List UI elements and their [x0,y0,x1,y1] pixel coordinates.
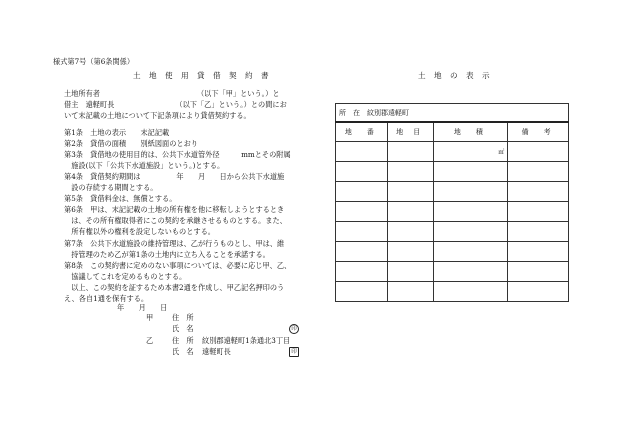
preamble-line: 土地所有者 （以下「甲」という。）と [64,89,280,98]
article-line: 第3条 貸借地の使用目的は、公共下水道管外径 mmとその附属 [64,150,291,160]
article-line: 協議してこれを定めるものとする。 [64,271,187,281]
party-a-name-label: 氏 名 [172,324,194,333]
party-b-seal [286,346,299,357]
article-line: 以上、この契約を証するため本書2通を作成し、甲乙記名押印のう [64,282,285,292]
land-table-row [336,282,569,302]
location-value: 紋別郡遠軽町 [367,108,409,117]
land-table-cell [433,202,508,222]
location-label: 所 在 [339,108,360,117]
area-unit: ㎡ [498,149,505,156]
land-table-row [336,262,569,282]
article-line: え、各自1通を保有する。 [64,293,149,303]
land-table-cell [433,242,508,262]
seal-icon: 印 [289,324,299,334]
land-table-cell [336,202,388,222]
land-table-cell [508,202,569,222]
party-b-name: 遠軽町長 [202,347,231,356]
land-table-cell [387,262,433,282]
seal-icon: 印 [289,347,299,357]
land-table-cell [387,142,433,162]
land-table-cell [433,222,508,242]
contract-title: 土 地 使 用 貸 借 契 約 書 [133,71,272,80]
land-table-cell [387,202,433,222]
header-land-category: 地 目 [387,122,433,142]
land-table [335,103,569,302]
land-table-cell [387,242,433,262]
land-table-cell [433,262,508,282]
land-table-cell [336,282,388,302]
article-line: は、その所有権取得者にこの契約を承継させるものとする。また、 [64,216,287,226]
land-table-cell [433,142,508,162]
article-line: 持管理のため乙が第1条の土地内に立ち入ることを承諾する。 [64,249,270,259]
date-line: 年 月 日 [117,303,168,312]
article-line: 第1条 土地の表示 末記記載 [64,128,170,137]
article-line: 第6条 甲は、末記記載の土地の所有権を他に移転しようとするとき [64,205,285,215]
land-table-cell [433,282,508,302]
article-line: 第4条 貸借契約期間は 年 月 日から公共下水道施 [64,172,285,182]
party-b-address-label: 住 所 [172,336,194,345]
land-table-cell [336,182,388,202]
party-b-address: 紋別郡遠軽町1条通北3丁目 [202,336,291,345]
land-table-cell [508,262,569,282]
land-table-cell [508,222,569,242]
land-table-cell [508,282,569,302]
party-a-label: 甲 [146,313,154,322]
preamble-line: いて末記載の土地について下記条項により貸借契約する。 [64,111,251,121]
land-table-cell [336,162,388,182]
land-table-row [336,222,569,242]
land-table-cell [336,242,388,262]
land-table-cell [387,182,433,202]
party-a-seal [286,323,299,334]
land-display-title: 土 地 の 表 示 [418,71,493,80]
article-line: 設の存続する期間とする。 [64,183,158,193]
land-table-cell [336,262,388,282]
land-table-cell [508,142,569,162]
preamble-line: 借主 遠軽町長 （以下「乙」という。）との間にお [64,100,287,110]
land-table-header [336,122,569,142]
land-table-row [336,142,569,162]
land-table-row [336,242,569,262]
land-table-row [336,202,569,222]
location-row [336,104,569,123]
land-table-cell [387,162,433,182]
form-number: 様式第7号（第6条関係） [53,57,135,66]
article-line: 所有権以外の権利を設定しないものとする。 [64,227,215,237]
land-table-row [336,182,569,202]
article-line: 施設(以下「公共下水道施設」という。)とする。 [64,161,225,171]
land-table-cell [336,142,388,162]
article-line: 第7条 公共下水道施設の維持管理は、乙が行うものとし、甲は、維 [64,238,285,248]
header-area: 地 積 [433,122,508,142]
header-remarks: 備 考 [508,122,569,142]
land-table-cell [433,162,508,182]
party-a-address-label: 住 所 [172,313,194,322]
land-table-cell [508,162,569,182]
party-b-name-label: 氏 名 [172,347,194,356]
article-line: 第2条 貸借の面積 別紙図面のとおり [64,139,198,149]
land-table-cell [508,182,569,202]
article-line: 第8条 この契約書に定めのない事項については、必要に応じ甲、乙、 [64,260,292,270]
land-table-cell [387,222,433,242]
article-line: 第5条 貸借料金は、無償とする。 [64,194,177,204]
land-table-cell [508,242,569,262]
header-lot-number: 地 番 [336,122,388,142]
party-b-label: 乙 [146,336,154,345]
land-table-cell [433,182,508,202]
land-table-row [336,162,569,182]
land-table-cell [387,282,433,302]
land-table-cell [336,222,388,242]
